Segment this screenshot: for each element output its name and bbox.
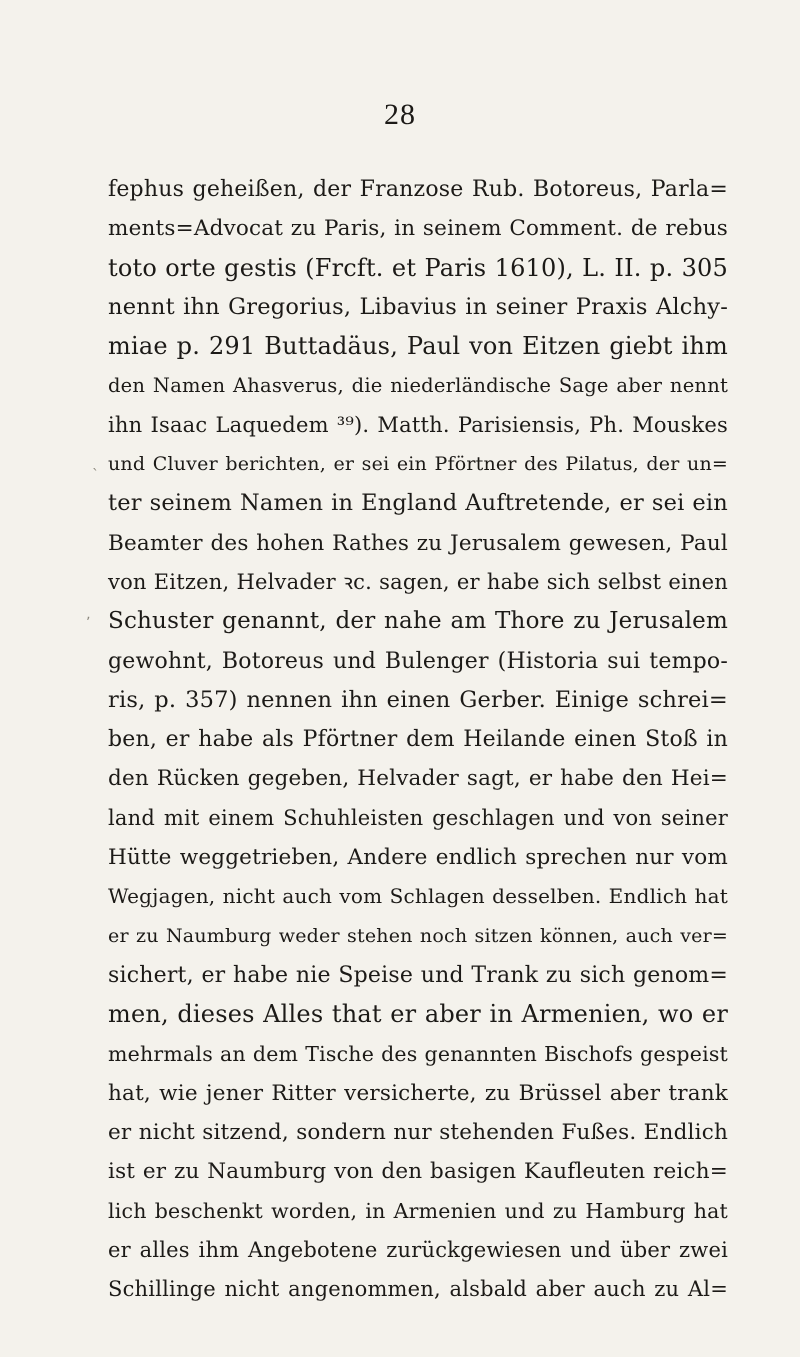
margin-mark: ʼ — [86, 615, 91, 631]
text-line: toto orte gestis (Frcft. et Paris 1610), L. II. p. 305 — [108, 253, 728, 282]
text-line: Schillinge nicht angenommen, alsbald aber auch zu Al= — [108, 1277, 728, 1302]
text-line: lich beschenkt worden, in Armenien und zu Hamburg hat — [108, 1198, 728, 1223]
text-line: ist er zu Naumburg von den basigen Kaufleuten reich= — [108, 1159, 728, 1185]
text-line: miae p. 291 Buttadäus, Paul von Eitzen giebt ihm — [108, 332, 728, 361]
text-line: und Cluver berichten, er sei ein Pförtner des Pilatus, der un= — [108, 453, 728, 476]
text-line: nennt ihn Gregorius, Libavius in seiner Praxis Alchy- — [108, 293, 728, 320]
text-line: den Namen Ahasverus, die niederländische Sage aber nennt — [108, 374, 728, 398]
text-line: ben, er habe als Pförtner dem Heilande einen Stoß in — [108, 727, 728, 753]
text-line: Schuster genannt, der nahe am Thore zu Jerusalem — [108, 608, 728, 635]
text-line: men, dieses Alles that er aber in Armenien, wo er — [108, 1000, 728, 1029]
text-line: fephus geheißen, der Franzose Rub. Botoreus, Parla= — [108, 177, 728, 202]
text-line: er nicht sitzend, sondern nur stehenden Fußes. Endlich — [108, 1120, 728, 1146]
text-line: land mit einem Schuhleisten geschlagen und von seiner — [108, 805, 728, 830]
text-line: Beamter des hohen Rathes zu Jerusalem gewesen, Paul — [108, 530, 728, 556]
text-line: mehrmals an dem Tische des genannten Bischofs gespeist — [108, 1041, 728, 1066]
text-line: von Eitzen, Helvader ꝛc. sagen, er habe sich selbst einen — [108, 569, 728, 594]
text-line: sichert, er habe nie Speise und Trank zu sich genom= — [108, 962, 728, 988]
text-line: gewohnt, Botoreus und Bulenger (Historia sui tempo- — [108, 648, 728, 674]
text-line: ihn Isaac Laquedem ³⁹). Matth. Parisiensis, Ph. Mouskes — [108, 412, 728, 437]
text-line: Wegjagen, nicht auch vom Schlagen desselben. Endlich hat — [108, 884, 728, 909]
text-line: den Rücken gegeben, Helvader sagt, er habe den Hei= — [108, 766, 728, 792]
text-line: er alles ihm Angebotene zurückgewiesen und über zwei — [108, 1238, 728, 1263]
text-line: er zu Naumburg weder stehen noch sitzen können, auch ver= — [108, 924, 728, 947]
page-number: 28 — [384, 98, 416, 131]
body-text — [108, 170, 728, 1310]
text-line: ter seinem Namen in England Auftretende, er sei ein — [108, 490, 728, 517]
text-line: Hütte weggetrieben, Andere endlich sprechen nur vom — [108, 845, 728, 871]
margin-mark: ˎ — [92, 455, 99, 471]
text-line: ments=Advocat zu Paris, in seinem Comment. de rebus — [108, 216, 728, 242]
text-line: ris, p. 357) nennen ihn einen Gerber. Einige schrei= — [108, 686, 728, 713]
text-line: hat, wie jener Ritter versicherte, zu Brüssel aber trank — [108, 1080, 728, 1106]
